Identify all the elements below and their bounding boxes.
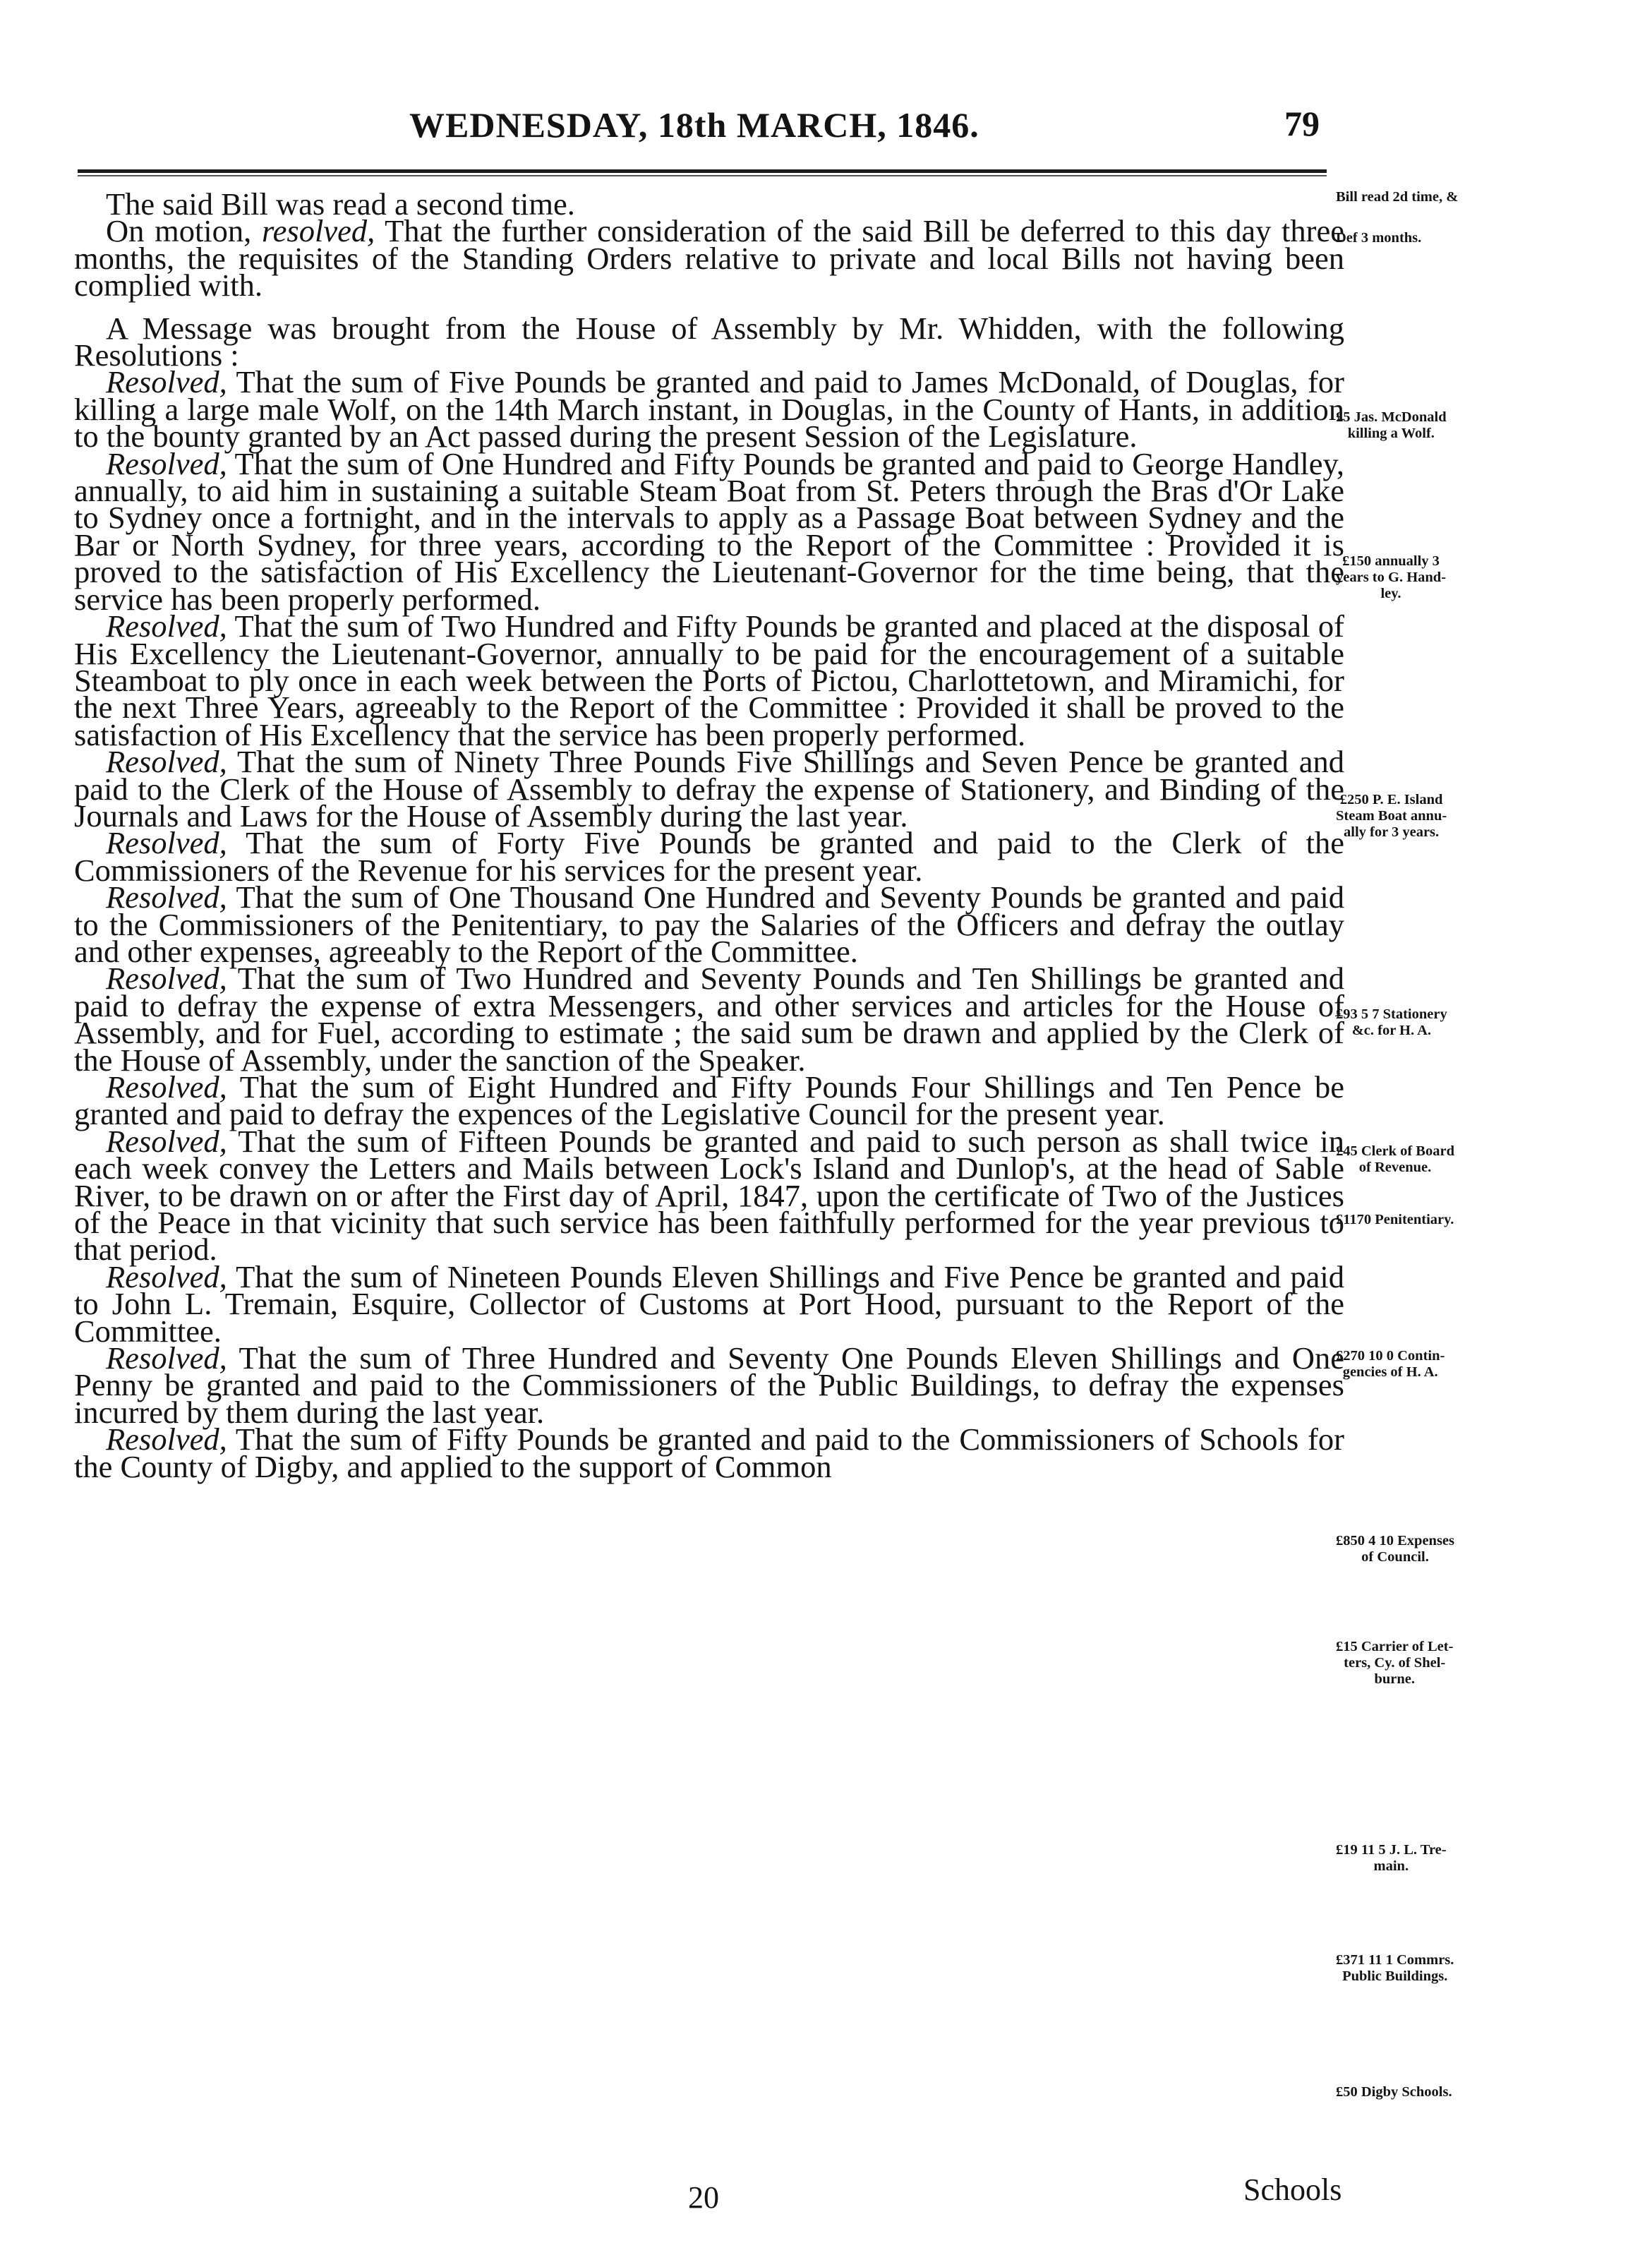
- paragraph-text: That the sum of Forty Five Pounds be granted and paid to the Clerk of the Commissioners of the Revenue for his services for the present year.: [74, 825, 1344, 888]
- page-number: 79: [1284, 104, 1320, 143]
- paragraph: [74, 445, 1344, 617]
- paragraph: [74, 825, 1344, 888]
- paragraph: [74, 879, 1344, 969]
- margin-note-line: £5 Jas. McDonald: [1336, 409, 1447, 425]
- margin-note-line: Def 3 months.: [1336, 230, 1422, 246]
- paragraph-text: That the sum of Ninety Three Pounds Five Shillings and Seven Pence be granted and paid to the Clerk of the House of Assembly to defray the expense of Stationery, and Binding of the Journals and Laws for the House of Assembly during the last year.: [74, 744, 1344, 834]
- margin-note: [1336, 1533, 1454, 1565]
- signature-mark: 20: [688, 2180, 719, 2215]
- paragraph: [74, 310, 1344, 373]
- margin-note-line: £371 11 1 Commrs.: [1336, 1952, 1454, 1968]
- paragraph-text: That the sum of One Hundred and Fifty Pounds be granted and paid to George Handley, annually, to aid him in sustaining a suitable Steam Boat from St. Peters through the Bras d'Or Lake to Sydney once a fortnight, and in the intervals to apply as a Passage Boat between Sydney and the Bar or North Sydney, for three years, according to the Report of the Committee : Provided it is proved to the satisfaction of His Excellency the Lieutenant-Governor for the time being, that the service has been properly performed.: [74, 445, 1344, 617]
- margin-note-line: ters, Cy. of Shel-: [1344, 1655, 1446, 1671]
- margin-note-line: killing a Wolf.: [1347, 426, 1435, 441]
- margin-note-line: £15 Carrier of Let-: [1336, 1639, 1454, 1654]
- paragraph: [74, 744, 1344, 834]
- margin-note: [1336, 1348, 1445, 1381]
- paragraph-text: That the sum of Five Pounds be granted and paid to James McDonald, of Douglas, for killing a large male Wolf, on the 14th March instant, in Douglas, in the County of Hants, in addition to the bounty granted by an Act passed during the present Session of the Legislature.: [74, 364, 1344, 455]
- margin-note-line: £150 annually 3: [1342, 553, 1440, 569]
- margin-note-line: £50 Digby Schools.: [1336, 2084, 1452, 2100]
- paragraph: [74, 1123, 1344, 1268]
- margin-note-line: £850 4 10 Expenses: [1336, 1533, 1455, 1549]
- paragraph: [74, 1340, 1344, 1430]
- paragraph-keyword: resolved,: [261, 213, 375, 249]
- margin-note-line: gencies of H. A.: [1342, 1364, 1438, 1380]
- paragraph-text: That the sum of Eight Hundred and Fifty Pounds Four Shillings and Ten Pence be granted and paid to defray the expences of the Legislative Council for the present year.: [74, 1069, 1344, 1132]
- paragraph-text: That the sum of Three Hundred and Seventy One Pounds Eleven Shillings and One Penny be granted and paid to the Commissioners of the Public Buildings, to defray the expenses incurred by them during the last year.: [74, 1340, 1344, 1430]
- paragraph-text: A Message was brought from the House of Assembly by Mr. Whidden, with the following Resolutions :: [74, 310, 1344, 373]
- paragraph-text: That the sum of Two Hundred and Fifty Pounds be granted and placed at the disposal of His Excellency the Lieutenant-Governor, annually to be paid for the encouragement of a suitable Steamboat to ply once in each week between the Ports of Pictou, Charlottetown, and Miramichi, for the next Three Years, agreeably to the Report of the Committee : Provided it shall be proved to the satisfaction of His Excellency that the service has been properly performed.: [74, 608, 1344, 752]
- margin-note: [1336, 230, 1421, 246]
- paragraph: [74, 1069, 1344, 1132]
- margin-note-line: ley.: [1380, 586, 1401, 601]
- paragraph-lead: On motion,: [106, 213, 262, 249]
- margin-note-line: Public Buildings.: [1342, 1968, 1448, 1984]
- paragraph-text: That the sum of Nineteen Pounds Eleven Shillings and Five Pence be granted and paid to John L. Tremain, Esquire, Collector of Customs at Port Hood, pursuant to the Report of the Committee.: [74, 1258, 1344, 1349]
- paragraph-keyword: Resolved,: [106, 1123, 227, 1159]
- paragraph-text: That the sum of Fifty Pounds be granted and paid to the Commissioners of Schools for the County of Digby, and applied to the support of Common: [74, 1421, 1344, 1484]
- paragraph-text: That the sum of Fifteen Pounds be granted and paid to such person as shall twice in each week convey the Letters and Mails between Lock's Island and Dunlop's, at the head of Sable River, to be drawn on or after the First day of April, 1847, upon the certificate of Two of the Justices of the Peace in that vicinity that such service has been faithfully performed for the year previous to that period.: [74, 1123, 1344, 1268]
- margin-note: [1336, 189, 1458, 205]
- paragraph-text: That the sum of One Thousand One Hundred and Seventy Pounds be granted and paid to the Commissioners of the Penitentiary, to pay the Salaries of the Officers and defray the outlay and other expenses, agreeably to the Report of the Committee.: [74, 879, 1344, 969]
- margin-note-line: years to G. Hand-: [1336, 570, 1447, 585]
- margin-note-line: £93 5 7 Stationery: [1336, 1006, 1447, 1022]
- paragraph-text: The said Bill was read a second time.: [106, 186, 575, 222]
- paragraph-keyword: Resolved,: [106, 364, 227, 400]
- margin-note-line: £270 10 0 Contin-: [1336, 1348, 1445, 1364]
- paragraph-keyword: Resolved,: [106, 1421, 227, 1457]
- paragraph-keyword: Resolved,: [106, 879, 227, 915]
- margin-note-line: £19 11 5 J. L. Tre-: [1336, 1842, 1447, 1858]
- catchword: Schools: [1243, 2172, 1342, 2207]
- margin-note-line: Bill read 2d time, &: [1336, 189, 1459, 205]
- margin-note: [1336, 553, 1446, 602]
- header-rule: [78, 169, 1327, 176]
- margin-note-line: burne.: [1374, 1671, 1415, 1687]
- paragraph-keyword: Resolved,: [106, 1069, 227, 1105]
- paragraph-keyword: Resolved,: [106, 608, 227, 644]
- page-header: [78, 104, 1327, 161]
- margin-note: [1336, 1952, 1454, 1985]
- paragraph: [74, 1421, 1344, 1484]
- margin-note: [1336, 1212, 1454, 1228]
- margin-note-line: of Revenue.: [1358, 1160, 1432, 1175]
- margin-note: [1336, 1006, 1447, 1039]
- margin-note-line: Steam Boat annu-: [1336, 808, 1447, 824]
- paragraph: [74, 213, 1344, 303]
- paragraph: [74, 1258, 1344, 1349]
- margin-note-line: of Council.: [1361, 1549, 1429, 1565]
- header-date: WEDNESDAY, 18th MARCH, 1846.: [409, 105, 979, 145]
- paragraph: [74, 364, 1344, 455]
- margin-note-line: ally for 3 years.: [1344, 824, 1440, 840]
- page-body: [74, 186, 1344, 1484]
- margin-note: [1336, 1842, 1447, 1875]
- paragraph-keyword: Resolved,: [106, 961, 227, 997]
- paragraph: [74, 608, 1344, 752]
- paragraph-text: That the further consideration of the said Bill be deferred to this day three months, the requisites of the Standing Orders relative to private and local Bills not having been complied with.: [74, 213, 1344, 303]
- margin-note: [1336, 409, 1447, 442]
- paragraph: [74, 961, 1344, 1078]
- margin-note-line: main.: [1373, 1858, 1409, 1874]
- margin-note: [1336, 1639, 1453, 1688]
- margin-note: [1336, 792, 1447, 841]
- margin-note-line: £45 Clerk of Board: [1336, 1143, 1454, 1159]
- paragraph-keyword: Resolved,: [106, 1258, 227, 1294]
- paragraph-keyword: Resolved,: [106, 825, 227, 861]
- margin-note-line: &c. for H. A.: [1351, 1023, 1432, 1038]
- paragraph-keyword: Resolved,: [106, 744, 227, 780]
- paragraph-keyword: Resolved,: [106, 1340, 227, 1376]
- paragraph-text: That the sum of Two Hundred and Seventy Pounds and Ten Shillings be granted and paid to defray the expense of extra Messengers, and other services and articles for the House of Assembly, and for Fuel, according to estimate ; the said sum be drawn and applied by the Clerk of the House of Assembly, under the sanction of the Speaker.: [74, 961, 1344, 1078]
- margin-note: [1336, 1143, 1454, 1176]
- margin-note-line: £250 P. E. Island: [1339, 792, 1443, 807]
- margin-note-line: £1170 Penitentiary.: [1336, 1212, 1454, 1227]
- paragraph-keyword: Resolved,: [106, 445, 227, 481]
- margin-note: [1336, 2084, 1452, 2100]
